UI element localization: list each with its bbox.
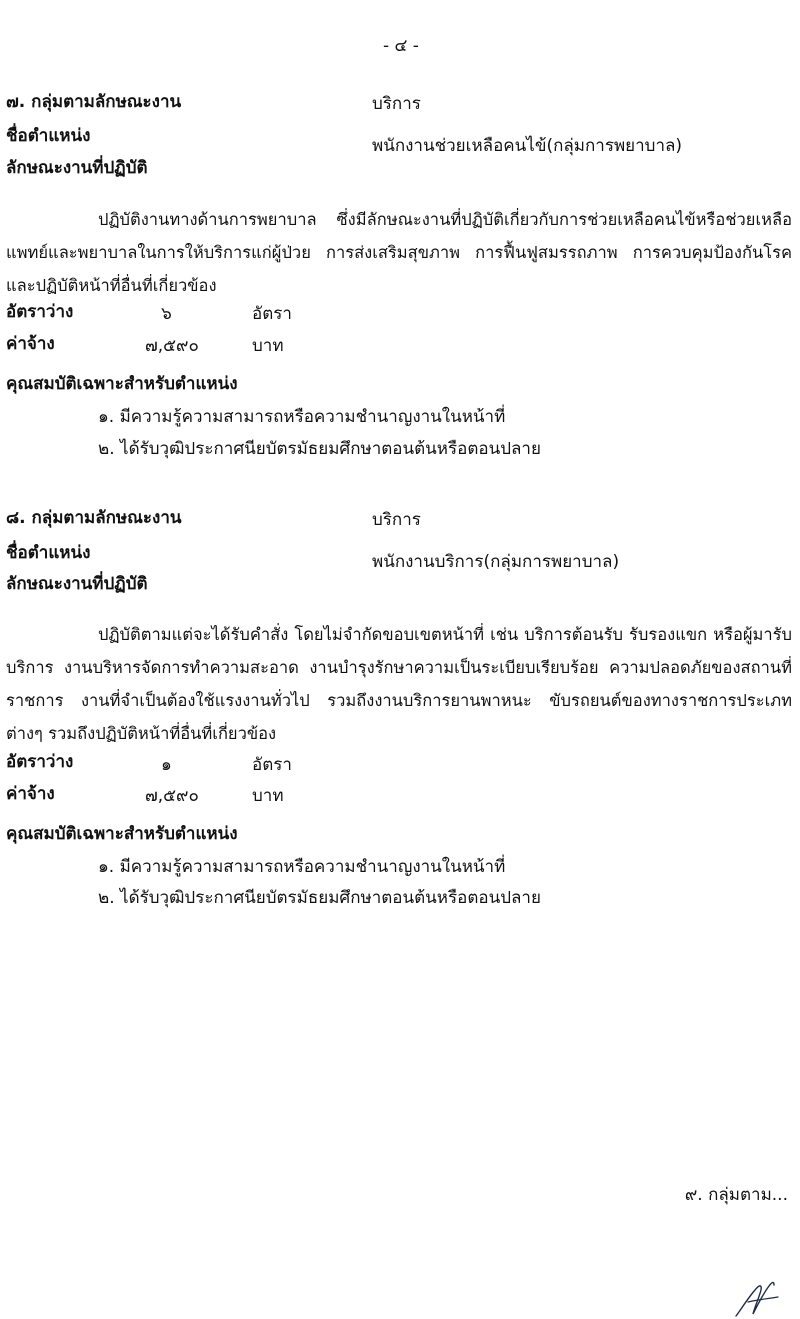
group-label: ๘. กลุ่มตามลักษณะงาน xyxy=(6,508,182,528)
position-value: พนักงานช่วยเหลือคนไข้(กลุ่มการพยาบาล) xyxy=(372,136,683,156)
vacancy-label: อัตราว่าง xyxy=(6,302,74,322)
qualification-item: ๑. มีความรู้ความสามารถหรือความชำนาญงานในหน้าที่ xyxy=(98,407,506,427)
vacancy-unit: อัตรา xyxy=(252,304,292,324)
wage-value: ๗,๕๙๐ xyxy=(145,336,199,356)
wage-value: ๗,๕๙๐ xyxy=(145,786,199,806)
qualification-header: คุณสมบัติเฉพาะสำหรับตำแหน่ง xyxy=(6,824,238,844)
vacancy-label: อัตราว่าง xyxy=(6,752,74,772)
position-value: พนักงานบริการ(กลุ่มการพยาบาล) xyxy=(372,552,620,572)
qualification-item: ๒. ได้รับวุฒิประกาศนียบัตรมัธยมศึกษาตอนต้นหรือตอนปลาย xyxy=(98,888,541,908)
wage-unit: บาท xyxy=(252,786,284,806)
vacancy-unit: อัตรา xyxy=(252,755,292,775)
qualification-header: คุณสมบัติเฉพาะสำหรับตำแหน่ง xyxy=(6,374,238,394)
continuation-marker: ๙. กลุ่มตาม... xyxy=(684,1185,788,1205)
duty-label: ลักษณะงานที่ปฏิบัติ xyxy=(6,158,148,178)
position-label: ชื่อตำแหน่ง xyxy=(6,126,91,146)
wage-label: ค่าจ้าง xyxy=(6,334,55,354)
group-value: บริการ xyxy=(372,510,421,530)
position-label: ชื่อตำแหน่ง xyxy=(6,543,91,563)
qualification-item: ๒. ได้รับวุฒิประกาศนียบัตรมัธยมศึกษาตอนต้นหรือตอนปลาย xyxy=(98,439,541,459)
group-label: ๗. กลุ่มตามลักษณะงาน xyxy=(6,92,182,112)
duty-text: ปฏิบัติงานทางด้านการพยาบาล ซึ่งมีลักษณะงานที่ปฏิบัติเกี่ยวกับการช่วยเหลือคนไข้หรือช่วยเหลือแพทย์และพยาบาลในการให้บริการแก่ผู้ป่วย การส่งเสริมสุขภาพ การฟื้นฟูสมรรถภาพ การควบคุมป้องกันโรค และปฏิบัติหน้าที่อื่นที่เกี่ยวข้อง xyxy=(6,210,792,295)
page-number: - ๔ - xyxy=(383,36,419,56)
duty-text: ปฏิบัติตามแต่จะได้รับคำสั่ง โดยไม่จำกัดขอบเขตหน้าที่ เช่น บริการต้อนรับ รับรองแขก หรือผู้มารับบริการ งานบริหารจัดการทำความสะอาด งานบำรุงรักษาความเป็นระเบียบเรียบร้อย ความปลอดภัยของสถานที่ราชการ งานที่จำเป็นต้องใช้แรงงานทั่วไป รวมถึงงานบริการยานพาหนะ ขับรถยนต์ของทางราชการประเภทต่างๆ รวมถึงปฏิบัติหน้าที่อื่นที่เกี่ยวข้อง xyxy=(6,625,792,743)
vacancy-value: ๑ xyxy=(161,755,172,775)
wage-label: ค่าจ้าง xyxy=(6,784,55,804)
duty-label: ลักษณะงานที่ปฏิบัติ xyxy=(6,574,148,594)
wage-unit: บาท xyxy=(252,336,284,356)
group-value: บริการ xyxy=(372,94,421,114)
signature-mark xyxy=(728,1272,788,1319)
vacancy-value: ๖ xyxy=(161,304,172,324)
qualification-item: ๑. มีความรู้ความสามารถหรือความชำนาญงานในหน้าที่ xyxy=(98,857,506,877)
